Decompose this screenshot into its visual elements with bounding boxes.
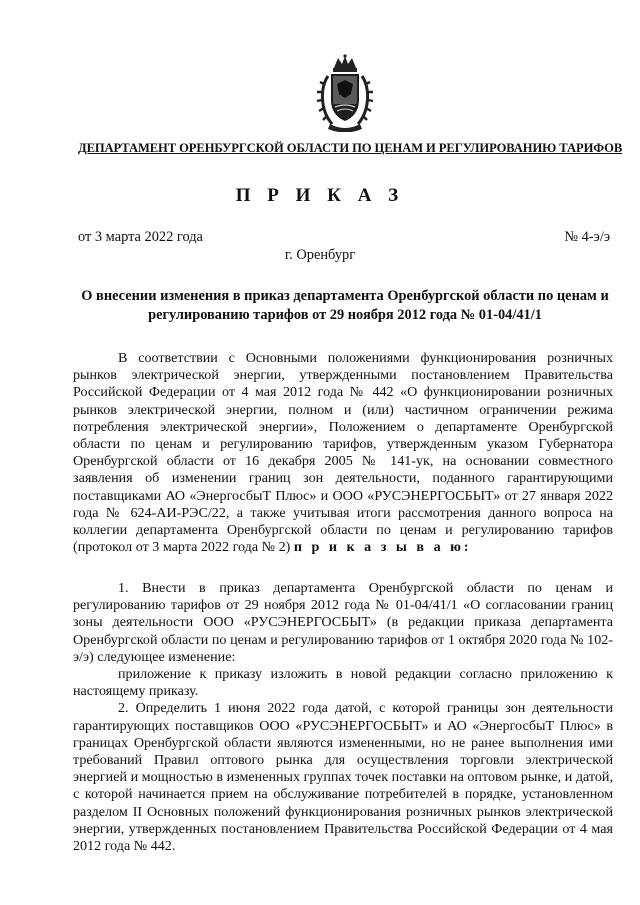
- order-word: п р и к а з ы в а ю:: [293, 539, 472, 556]
- document-date: от 3 марта 2022 года: [78, 229, 203, 245]
- document-number: № 4-э/э: [564, 229, 610, 245]
- order-item-2: 2. Определить 1 июня 2022 года датой, с которой границы зон деятельности гарантирующих поставщиков ООО «РУСЭНЕРГОСБЫТ» и АО «ЭнергосбыТ Плюс» в границах Оренбургской области являются измененными, но не ранее выполнения ими требований Правил оптового рынка для осуществления торговли электрической энергией и мощностью в измененных группах точек поставки на оптовом рынке, и датой, с которой начинается прием на обслуживание потребителей в порядке, установленном разделом II Основных положений функционирования розничных рынков электрической энергии, утвержденных постановлением Правительства Российской Федерации от 4 мая 2012 года № 442.: [73, 700, 613, 855]
- department-name: ДЕПАРТАМЕНТ ОРЕНБУРГСКОЙ ОБЛАСТИ ПО ЦЕНАМ И РЕГУЛИРОВАНИЮ ТАРИФОВ: [78, 141, 623, 155]
- preamble-text: В соответствии с Основными положениями функционирования розничных рынков электрической энергии, утвержденными постановлением Правительства Российской Федерации от 4 мая 2012 года № 442 «О функционировании розничных рынков электрической энергии, полном и (или) частичном ограничении режима потребления электрической энергии», Положением о департаменте Оренбургской области по ценам и регулированию тарифов, утвержденным указом Губернатора Оренбургской области от 16 декабря 2005 № 141-ук, на основании совместного заявления об изменении границ зон деятельности, поданного гарантирующими поставщиками АО «ЭнергосбыТ Плюс» и ООО «РУСЭНЕРГОСБЫТ» от 27 января 2022 года № 624-АИ-РЭС/22, а также учитывая итоги рассмотрения данного вопроса на коллегии департамента Оренбургской области по ценам и регулированию тарифов (протокол от 3 марта 2022 года № 2): [73, 350, 613, 556]
- preamble: [73, 350, 613, 556]
- preamble-paragraph: [73, 350, 613, 556]
- order-item-1-sub: приложение к приказу изложить в новой редакции согласно приложению к настоящему приказу.: [73, 666, 613, 700]
- order-item-1: 1. Внести в приказ департамента Оренбургской области по ценам и регулированию тарифов от 29 ноября 2012 года № 01-04/41/1 «О согласовании границ зоны деятельности ООО «РУСЭНЕРГОСБЫТ» (в редакции приказа департамента Оренбургской области по ценам и регулированию тарифов от 1 октября 2020 года № 102-э/э) следующее изменение:: [73, 580, 613, 665]
- order-items: [73, 580, 613, 855]
- document-type: П Р И К А З: [235, 185, 405, 206]
- document-city: г. Оренбург: [284, 247, 356, 263]
- document-title: О внесении изменения в приказ департамента Оренбургской области по ценам и регулированию тарифов от 29 ноября 2012 года № 01-04/41/1: [81, 288, 609, 323]
- coat-of-arms-icon: [316, 54, 374, 132]
